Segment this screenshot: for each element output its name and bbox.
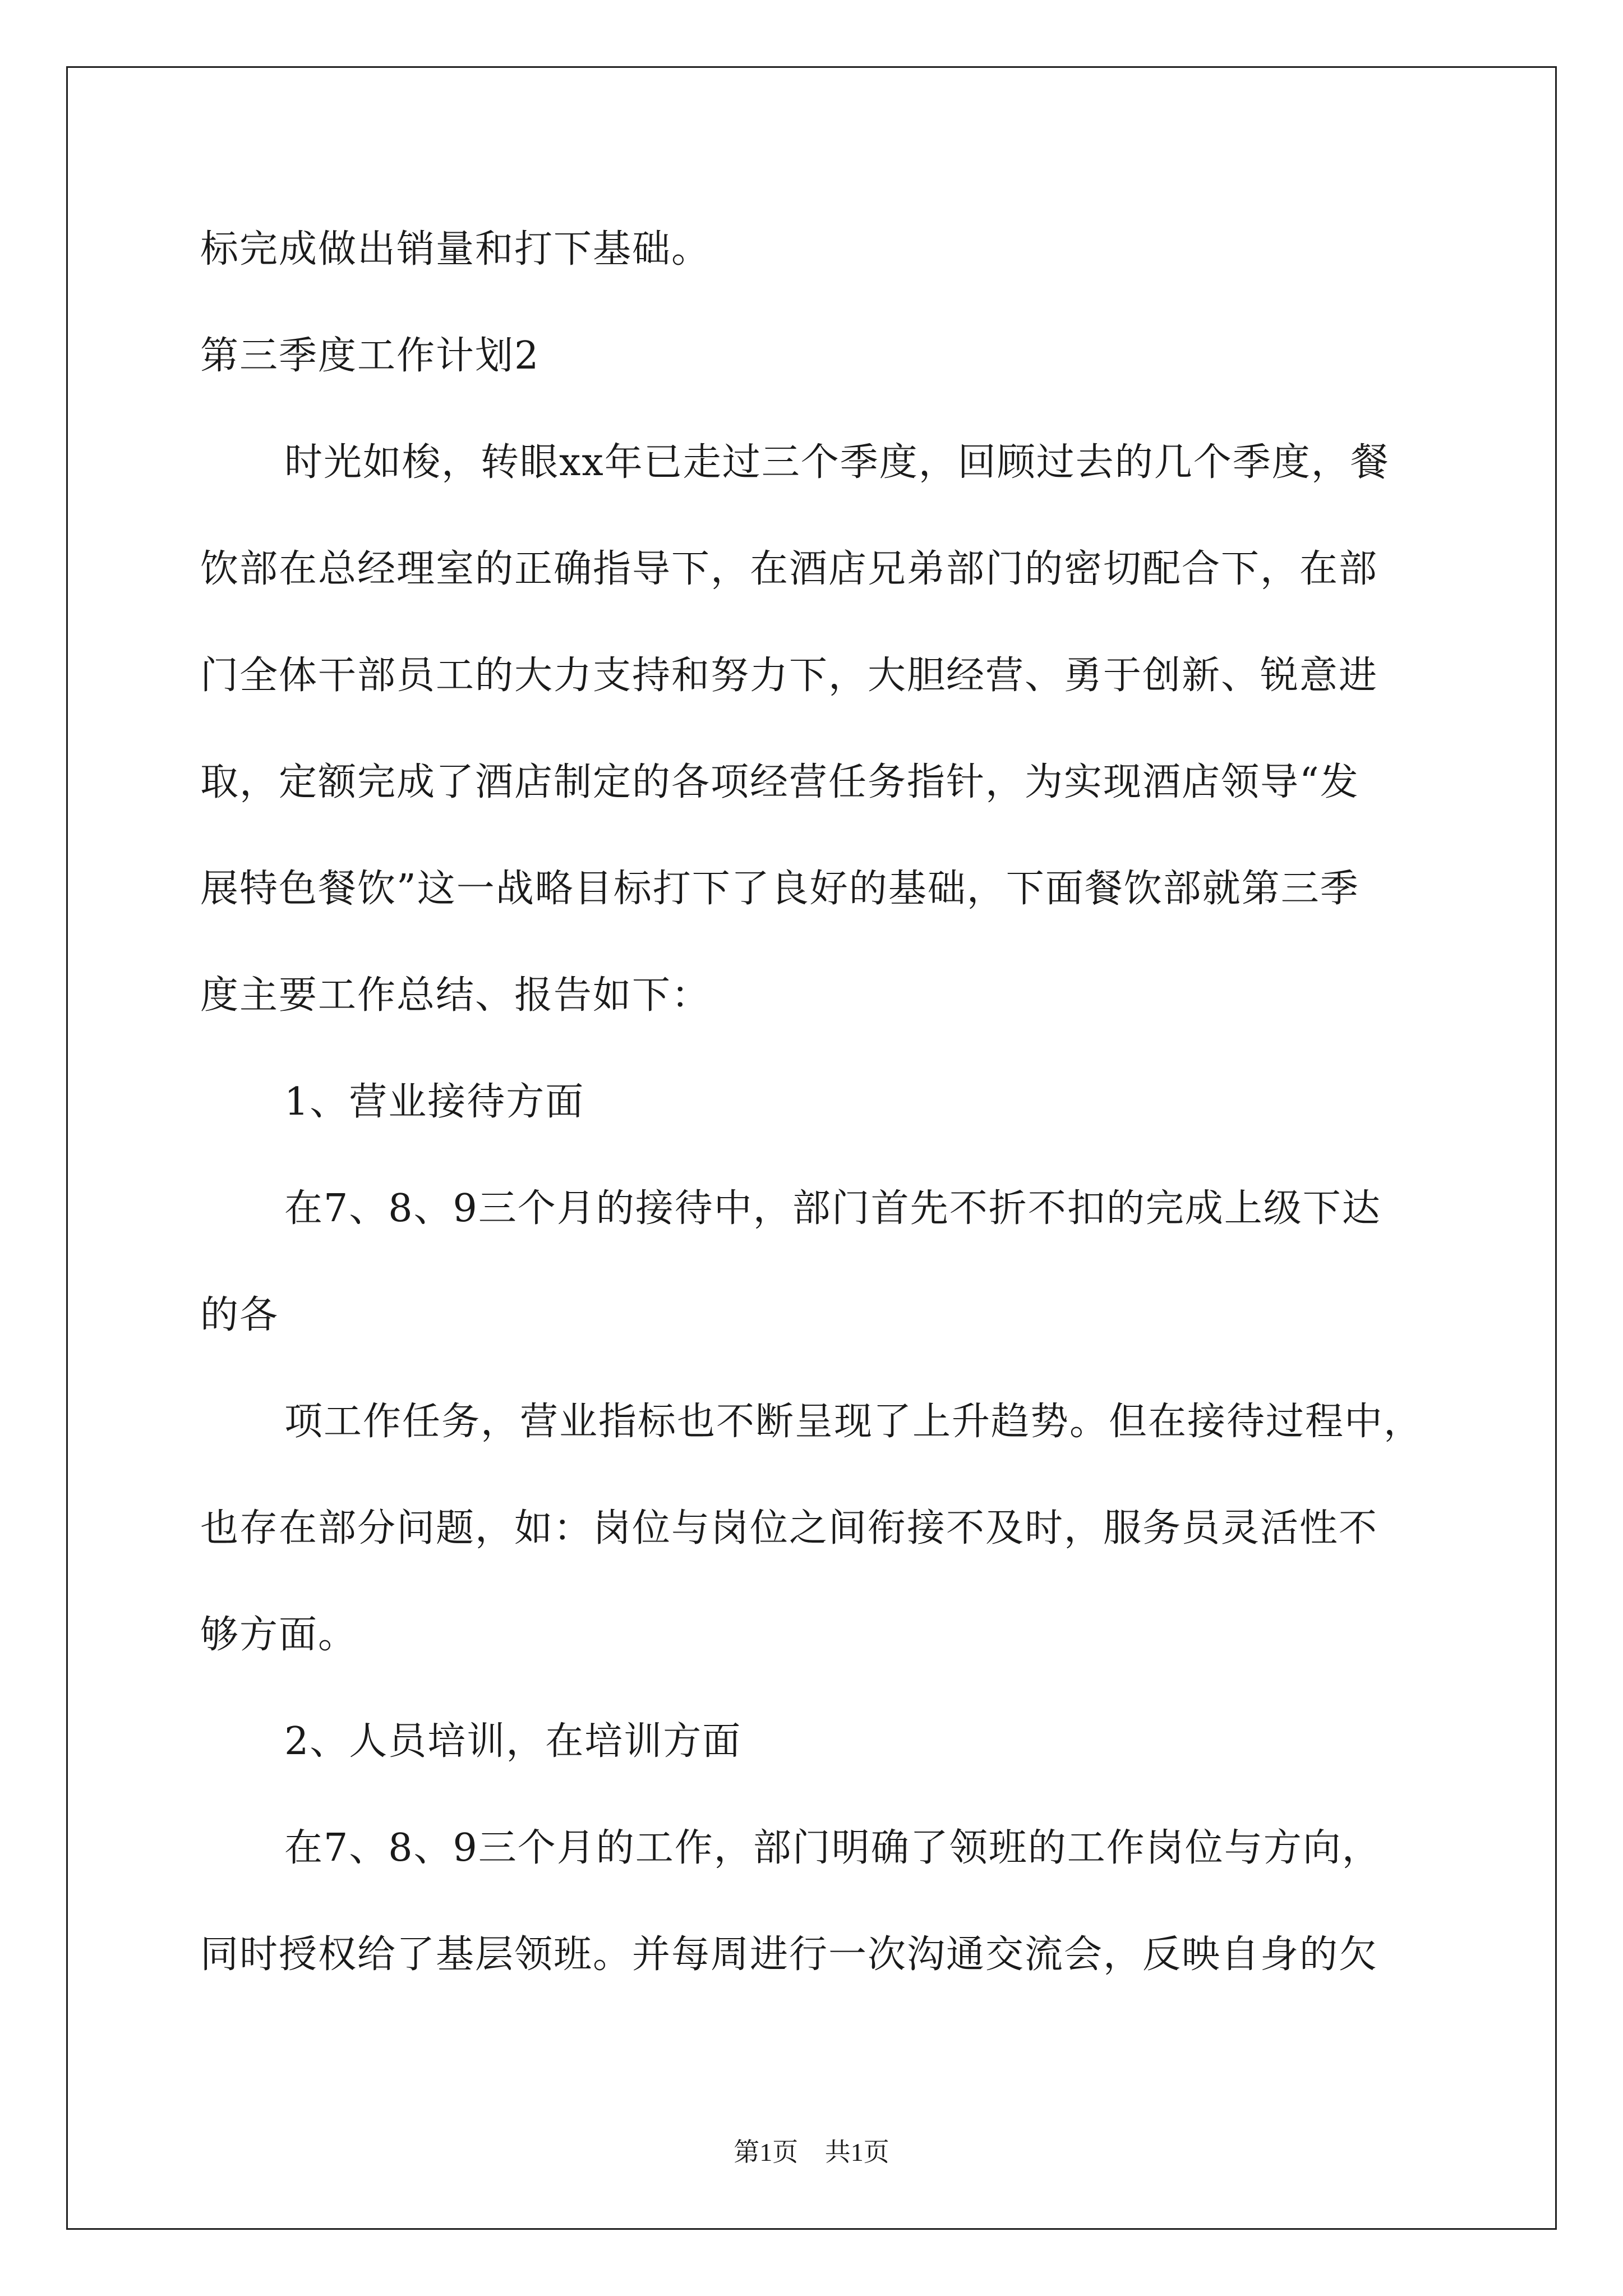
text-line: 展特色餐饮”这一战略目标打下了良好的基础，下面餐饮部就第三季 [200, 867, 1359, 911]
text-line: 标完成做出销量和打下基础。 [200, 227, 711, 272]
text-line: 在7、8、9三个月的工作，部门明确了领班的工作岗位与方向， [284, 1826, 1381, 1870]
text-line: 饮部在总经理室的正确指导下，在酒店兄弟部门的密切配合下，在部 [200, 547, 1378, 591]
page-total: 共1页 [824, 2138, 889, 2166]
page-number: 第1页 [734, 2138, 799, 2166]
text-line: 的各 [200, 1293, 279, 1337]
document-body [200, 196, 1434, 2008]
subheading: 1、营业接待方面 [284, 1080, 585, 1124]
page-footer [0, 2132, 1623, 2169]
text-line: 同时授权给了基层领班。并每周进行一次沟通交流会，反映自身的欠 [200, 1932, 1378, 1977]
text-line: 在7、8、9三个月的接待中，部门首先不折不扣的完成上级下达 [284, 1186, 1381, 1231]
text-line: 度主要工作总结、报告如下： [200, 973, 711, 1018]
section-title: 第三季度工作计划2 [200, 334, 540, 378]
text-line: 项工作任务，营业指标也不断呈现了上升趋势。但在接待过程中， [284, 1400, 1423, 1444]
text-line: 够方面。 [200, 1613, 358, 1657]
subheading: 2、人员培训，在培训方面 [284, 1719, 742, 1764]
text-line: 也存在部分问题，如：岗位与岗位之间衔接不及时，服务员灵活性不 [200, 1506, 1378, 1550]
text-line: 时光如梭，转眼xx年已走过三个季度，回顾过去的几个季度，餐 [284, 440, 1390, 485]
text-line: 取，定额完成了酒店制定的各项经营任务指针，为实现酒店领导“发 [200, 760, 1359, 804]
text-line: 门全体干部员工的大力支持和努力下，大胆经营、勇于创新、锐意进 [200, 654, 1378, 698]
